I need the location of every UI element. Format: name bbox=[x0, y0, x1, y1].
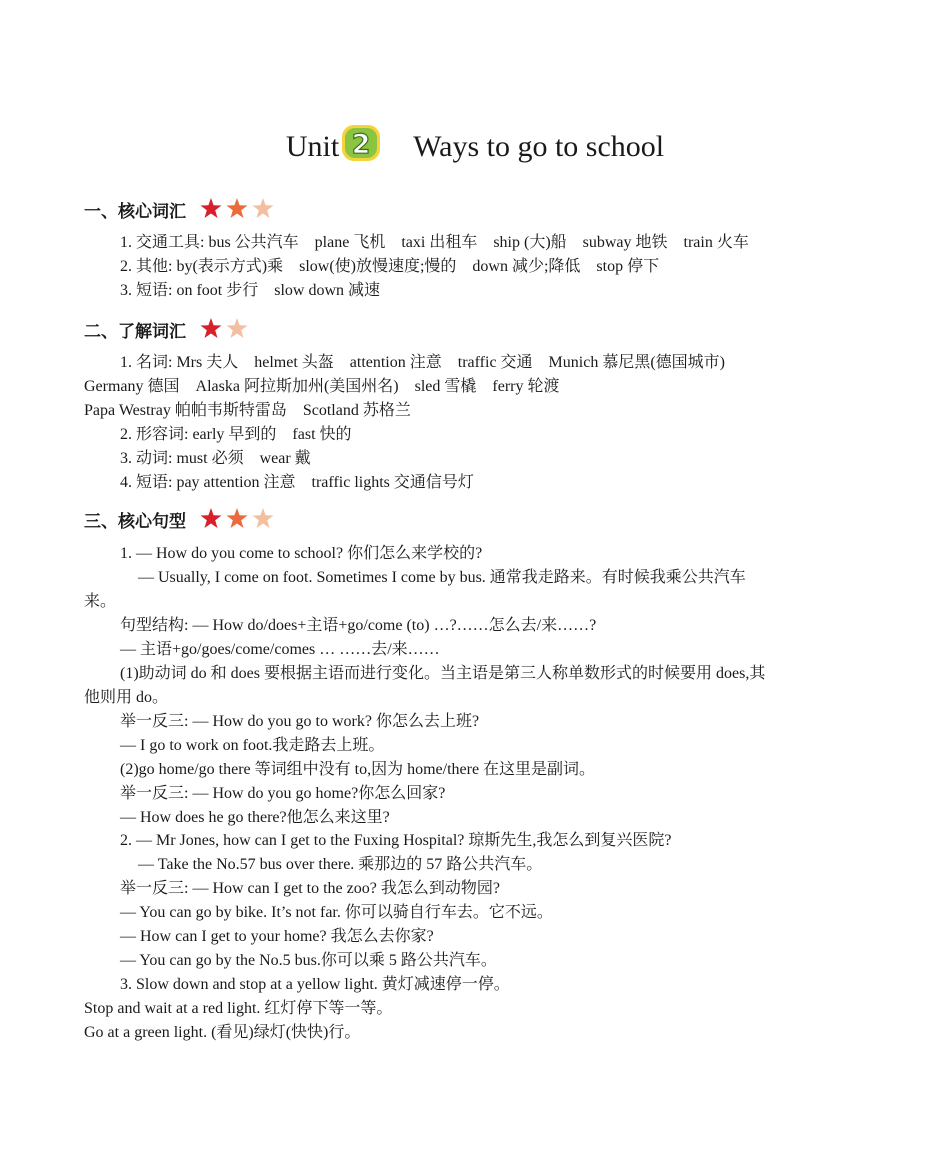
unit-number-badge bbox=[339, 122, 383, 164]
text-line: 句型结构: — How do/does+主语+go/come (to) …?……怎么去/来……? bbox=[120, 617, 597, 634]
text-line: (1)助动词 do 和 does 要根据主语而进行变化。当主语是第三人称单数形式的时候要用 does,其 bbox=[120, 665, 766, 682]
text-line: 1. 交通工具: bus 公共汽车 plane 飞机 taxi 出租车 ship (大)船 subway 地铁 train 火车 bbox=[120, 234, 749, 251]
text-line: 3. Slow down and stop at a yellow light. 黄灯减速停一停。 bbox=[120, 976, 510, 993]
text-line: — 主语+go/goes/come/comes … ……去/来…… bbox=[120, 641, 440, 658]
difficulty-stars bbox=[200, 507, 274, 531]
section-heading-extra-vocab bbox=[84, 317, 248, 342]
section-heading-text: 二、了解词汇 bbox=[84, 322, 186, 341]
section-heading-text: 三、核心句型 bbox=[84, 512, 186, 531]
text-line: 举一反三: — How can I get to the zoo? 我怎么到动物园? bbox=[120, 880, 500, 897]
section-heading-core-sentences bbox=[84, 507, 274, 532]
star-icon bbox=[227, 198, 248, 218]
text-line: (2)go home/go there 等词组中没有 to,因为 home/there 在这里是副词。 bbox=[120, 761, 596, 778]
text-line: 他则用 do。 bbox=[84, 689, 169, 706]
text-line: Papa Westray 帕帕韦斯特雷岛 Scotland 苏格兰 bbox=[84, 402, 411, 419]
text-line: — You can go by bike. It’s not far. 你可以骑自行车去。它不远。 bbox=[120, 904, 553, 921]
section-heading-core-vocab bbox=[84, 197, 274, 222]
page-title bbox=[0, 122, 950, 164]
text-line: — Usually, I come on foot. Sometimes I come by bus. 通常我走路来。有时候我乘公共汽车 bbox=[138, 569, 746, 586]
text-line: 举一反三: — How do you go home?你怎么回家? bbox=[120, 785, 446, 802]
star-icon bbox=[201, 198, 222, 218]
text-line: 4. 短语: pay attention 注意 traffic lights 交通信号灯 bbox=[120, 474, 474, 491]
unit-number: 2 bbox=[351, 129, 371, 160]
text-line: — I go to work on foot.我走路去上班。 bbox=[120, 737, 385, 754]
star-icon bbox=[201, 508, 222, 528]
difficulty-stars bbox=[200, 317, 248, 341]
star-icon bbox=[227, 508, 248, 528]
text-line: 举一反三: — How do you go to work? 你怎么去上班? bbox=[120, 713, 480, 730]
text-line: — How does he go there?他怎么来这里? bbox=[120, 809, 390, 826]
text-line: 2. 其他: by(表示方式)乘 slow(使)放慢速度;慢的 down 减少;降低 stop 停下 bbox=[120, 258, 660, 275]
text-line: — Take the No.57 bus over there. 乘那边的 57 路公共汽车。 bbox=[138, 856, 543, 873]
half-star-icon bbox=[253, 508, 274, 528]
difficulty-stars bbox=[200, 197, 274, 221]
section-heading-text: 一、核心词汇 bbox=[84, 202, 186, 221]
text-line: 1. 名词: Mrs 夫人 helmet 头盔 attention 注意 traffic 交通 Munich 慕尼黑(德国城市) bbox=[120, 354, 725, 371]
text-line: — You can go by the No.5 bus.你可以乘 5 路公共汽车。 bbox=[120, 952, 497, 969]
text-line: 来。 bbox=[84, 593, 117, 610]
text-line: 1. — How do you come to school? 你们怎么来学校的? bbox=[120, 545, 483, 562]
text-line: Go at a green light. (看见)绿灯(快快)行。 bbox=[84, 1024, 361, 1041]
text-line: 2. — Mr Jones, how can I get to the Fuxing Hospital? 琼斯先生,我怎么到复兴医院? bbox=[120, 832, 672, 849]
unit-word: Unit bbox=[285, 130, 340, 163]
text-line: — How can I get to your home? 我怎么去你家? bbox=[120, 928, 434, 945]
text-line: 2. 形容词: early 早到的 fast 快的 bbox=[120, 426, 352, 443]
text-line: 3. 动词: must 必须 wear 戴 bbox=[120, 450, 311, 467]
unit-title-text: Ways to go to school bbox=[413, 130, 665, 163]
text-line: Germany 德国 Alaska 阿拉斯加州(美国州名) sled 雪橇 ferry 轮渡 bbox=[84, 378, 560, 395]
half-star-icon bbox=[253, 198, 274, 218]
text-line: Stop and wait at a red light. 红灯停下等一等。 bbox=[84, 1000, 393, 1017]
unit-badge-graphic bbox=[339, 122, 383, 164]
half-star-icon bbox=[227, 318, 248, 338]
text-line: 3. 短语: on foot 步行 slow down 减速 bbox=[120, 282, 381, 299]
star-icon bbox=[201, 318, 222, 338]
